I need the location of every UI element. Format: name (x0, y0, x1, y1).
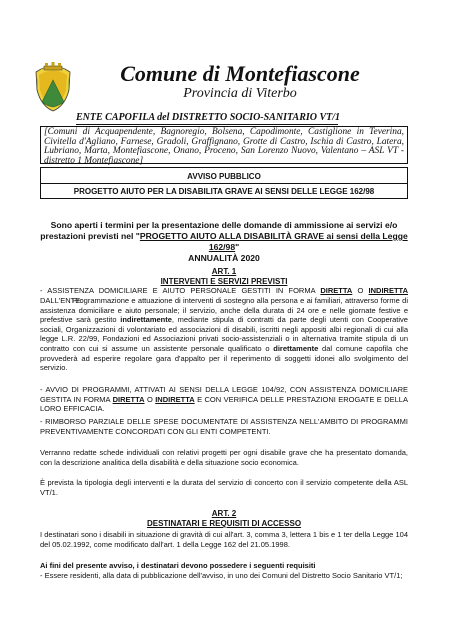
art1-note2: È prevista la tipologia degli interventi e la durata del servizio di concerto con il servizio competente della ASL VT/1. (40, 478, 408, 497)
art2-heading (40, 509, 408, 529)
art2-title: DESTINATARI E REQUISITI DI ACCESSO (146, 519, 302, 528)
ente-underline (76, 124, 338, 125)
art2-text1: I destinatari sono i disabili in situazione di gravità di cui all'art. 3, comma 3, lettera 1 bis e 1 ter della Legge 104 del 05.02.1992, come modificato dall'art. 1 della Legge 162 del 21.05.1998. (40, 530, 408, 549)
intro-annualita: ANNUALITÀ 2020 (188, 253, 260, 263)
art1-service1-text-a: - ASSISTENZA DOMICILIARE E AIUTO PERSONALE GESTITI IN FORMA (40, 286, 321, 295)
comune-title: Comune di Montefiascone (120, 61, 360, 86)
comuni-list-box (40, 126, 408, 164)
intro-project-name: PROGETTO AIUTO ALLA DISABILITÀ GRAVE ai sensi della Legge 162/98 (139, 231, 408, 252)
intro-text-part2: " (235, 242, 240, 252)
art2-number: ART. 2 (211, 509, 237, 518)
comuni-list-text: [Comuni di Acquapendente, Bagnoregio, Bolsena, Capodimonte, Castiglione in Teverina, Civitella d'Agliano, Farnese, Gradoli, Graffignano, Grotte di Castro, Ischia di Castro, Latera, Lubriano, Marta, Montefiascone, Onano, Proceno, San Lorenzo Nuovo, Valentano – ASL VT - distretto 1 Montefiascone] (44, 127, 404, 166)
art1-service2-text-b: E CON VERIFICA DELLE PRESTAZIONI EROGATE E DELLA LORO EFFICACIA. (40, 394, 408, 414)
art1-number: ART. 1 (211, 267, 237, 276)
intro-text-part1: Sono aperti i termini per la presentazione delle domande di ammissione ai servizi e/o prestazioni previsti nel " (40, 220, 398, 241)
art2-text3: - Essere residenti, alla data di pubblicazione dell'avviso, in uno dei Comuni del Distretto Socio Sanitario VT/1; (40, 571, 403, 580)
art1-service1-diretta: DIRETTA (320, 286, 353, 295)
art1-service2-indiretta: INDIRETTA (155, 394, 195, 404)
art1-service1-o: O (352, 286, 369, 295)
art1-service2-diretta: DIRETTA (112, 394, 145, 404)
art1-service2-text-a: - AVVIO DI PROGRAMMI, ATTIVATI AI SENSI DELLA LEGGE 104/92, CON ASSISTENZA DOMICILIARE GESTITA IN FORMA (40, 385, 408, 404)
art1-service2-o: O (144, 394, 156, 404)
art1-note1: Verranno redatte schede individuali con relativi progetti per ogni disabile grave che ha presentato domanda, con la descrizione analitica della disabilità e della situazione socio economica. (40, 448, 408, 467)
ente-capofila-heading: ENTE CAPOFILA del DISTRETTO SOCIO-SANITARIO VT/1 (76, 112, 341, 123)
art1-title: INTERVENTI E SERVIZI PREVISTI (160, 277, 288, 286)
art1-service2 (40, 385, 408, 414)
art1-desc-direttamente: direttamente (273, 343, 319, 353)
provincia-subtitle: Provincia di Viterbo (183, 86, 297, 101)
art1-service1-text-b: DALL'ENTE: (40, 295, 83, 305)
art1-service3: - RIMBORSO PARZIALE DELLE SPESE DOCUMENTATE DI ASSISTENZA NELL'AMBITO DI PROGRAMMI PREVENTIVAMENTE CONCORDATI CON GLI ENTI COMPETENTI. (40, 417, 408, 436)
art1-desc-a: Programmazione e attuazione di interventi di sostegno alla persona e ai familiari, attraverso forme di assistenza domiciliare e aiuto personale; il servizio, anche della durata di 24 ore e nelle giornate festive e prefestive sarà gestito (40, 296, 408, 325)
art1-service1-description (40, 296, 408, 373)
comune-crest-icon (32, 62, 74, 112)
intro-paragraph (40, 220, 408, 264)
avviso-label: AVVISO PUBBLICO (187, 172, 261, 181)
art1-desc-indirettamente: indirettamente (120, 315, 172, 325)
avviso-box (40, 167, 408, 199)
art2-text2: Ai fini del presente avviso, i destinatari devono possedere i seguenti requisiti (40, 561, 316, 570)
art1-desc-e: dal comune capofila che provvederà ad esperire regolare gara d'appalto per il reperimento di soggetti idonei allo svolgimento del servizio. (40, 343, 409, 373)
art1-heading (40, 267, 408, 287)
avviso-divider (41, 183, 407, 184)
avviso-project-title: PROGETTO AIUTO PER LA DISABILITA GRAVE AI SENSI DELLE LEGGE 162/98 (73, 187, 375, 196)
art1-service1-indiretta: INDIRETTA (368, 286, 408, 295)
art1-desc-c: , mediante stipula di contratti da parte degli utenti con Cooperative sociali, Organizzazioni di volontariato ed associazioni di disabili, iscritti negli appositi albi regionali di cui alla legge L.R. 22/99, Fondazioni ed Associazioni privati socio-assistenziali o in alternativa tramite stipula di un contratto con cui si assume un assistente personale qualificato o (40, 315, 408, 353)
